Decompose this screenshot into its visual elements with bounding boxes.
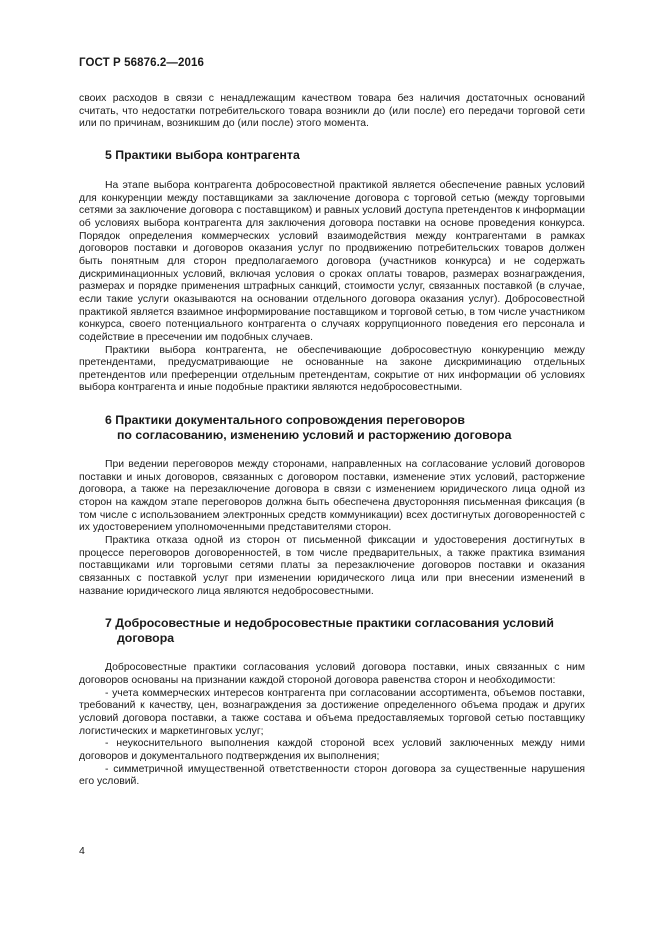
section-7-paragraph-1: Добросовестные практики согласования условий договора поставки, иных связанных с ним договоров основаны на признании каждой стороной договора равенства сторон и необходимости: bbox=[79, 662, 585, 686]
page-content bbox=[79, 93, 585, 789]
section-5-paragraph-1: На этапе выбора контрагента добросовестной практикой является обеспечение равных условий для конкуренции между поставщиками за заключение договора с торговой сетью (между торговыми сетями за заключение договора с поставщиком) и равных условий доступа претендентов к информации об условиях выбора контрагента для заключения договора поставки на основе проведения конкурса. Порядок определения коммерческих условий взаимодействия между контрагентами в рамках договоров поставки и договоров оказания услуг по продвижению потребительских товаров должен быть понятным для сторон предполагаемого договора (участников конкурса) и не содержать дискриминационных условий, включая условия о сроках оплаты товаров, размерах вознаграждения, размерах и порядке применения штрафных санкций, стоимости услуг, связанных поставкой (в случае, если такие услуги оказываются на основании отдельного договора оказания услуг). Добросовестной практикой является взаимное информирование поставщиком и торговой сетью, в том числе участником конкурса, своего потенциального контрагента о случаях коррупционного поведения его персонала и содействие в пресечении им подобных случаев. bbox=[79, 179, 585, 343]
section-7-title bbox=[79, 616, 585, 646]
section-6-title-line-2: по согласованию, изменению условий и расторжению договора bbox=[117, 428, 512, 443]
standard-header: ГОСТ Р 56876.2—2016 bbox=[79, 57, 204, 69]
section-6-title-line-1: 6 Практики документального сопровождения переговоров bbox=[105, 413, 465, 428]
list-item: - симметричной имущественной ответственности сторон договора за существенные нарушения его условий. bbox=[79, 763, 585, 788]
section-7-title-line-2: договора bbox=[117, 631, 175, 646]
page-number: 4 bbox=[79, 845, 85, 857]
section-7-title-line-1: 7 Добросовестные и недобросовестные практики согласования условий bbox=[105, 616, 554, 631]
section-5-title: 5 Практики выбора контрагента bbox=[105, 147, 300, 162]
intro-paragraph: своих расходов в связи с ненадлежащим качеством товара без наличия достаточных оснований считать, что недостатки потребительского товара возникли до (или после) его передачи торговой сети или по причинам, возникшим до (или после) этого момента. bbox=[79, 93, 585, 130]
section-6-title bbox=[79, 413, 585, 443]
section-5-paragraph-2: Практики выбора контрагента, не обеспечивающие добросовестную конкуренцию между претендентами, предусматривающие не основанные на законе дискриминацию отдельных претендентов или преференции отдельным претендентам, сокрытие от них информации об условиях выбора контрагента и иные подобные практики являются недобросовестными. bbox=[79, 344, 585, 394]
list-item: - учета коммерческих интересов контрагента при согласовании ассортимента, объемов поставки, требований к качеству, цен, вознаграждения за достижение определенного объема продаж и других условий договора поставки, а также состава и объема предоставляемых торговой сетью поставщику логистических и маркетинговых услуг; bbox=[79, 687, 585, 737]
section-6-paragraph-2: Практика отказа одной из сторон от письменной фиксации и удостоверения достигнутых в процессе переговоров договоренностей, в том числе предварительных, а также практика взимания поставщиками или торговыми сетями платы за перезаключение договоров поставки и оказания связанных с поставкой услуг при изменении юридического лица или при внесении изменений в название юридического лица являются недобросовестными. bbox=[79, 535, 585, 597]
section-6-paragraph-1: При ведении переговоров между сторонами, направленных на согласование условий договоров поставки и иных договоров, связанных с договором поставки, изменение этих условий, расторжение договора, а также на перезаключение договора в связи с изменением юридического лица одной из сторон на каждом этапе переговоров должна быть обеспечена двусторонняя письменная фиксация (в том числе с использованием электронных средств коммуникации) всех достигнутых договоренностей с их удостоверением уполномоченными представителями сторон. bbox=[79, 459, 585, 534]
list-item: - неукоснительного выполнения каждой стороной всех условий заключенных между ними договоров и документального подтверждения их выполнения; bbox=[79, 738, 585, 762]
